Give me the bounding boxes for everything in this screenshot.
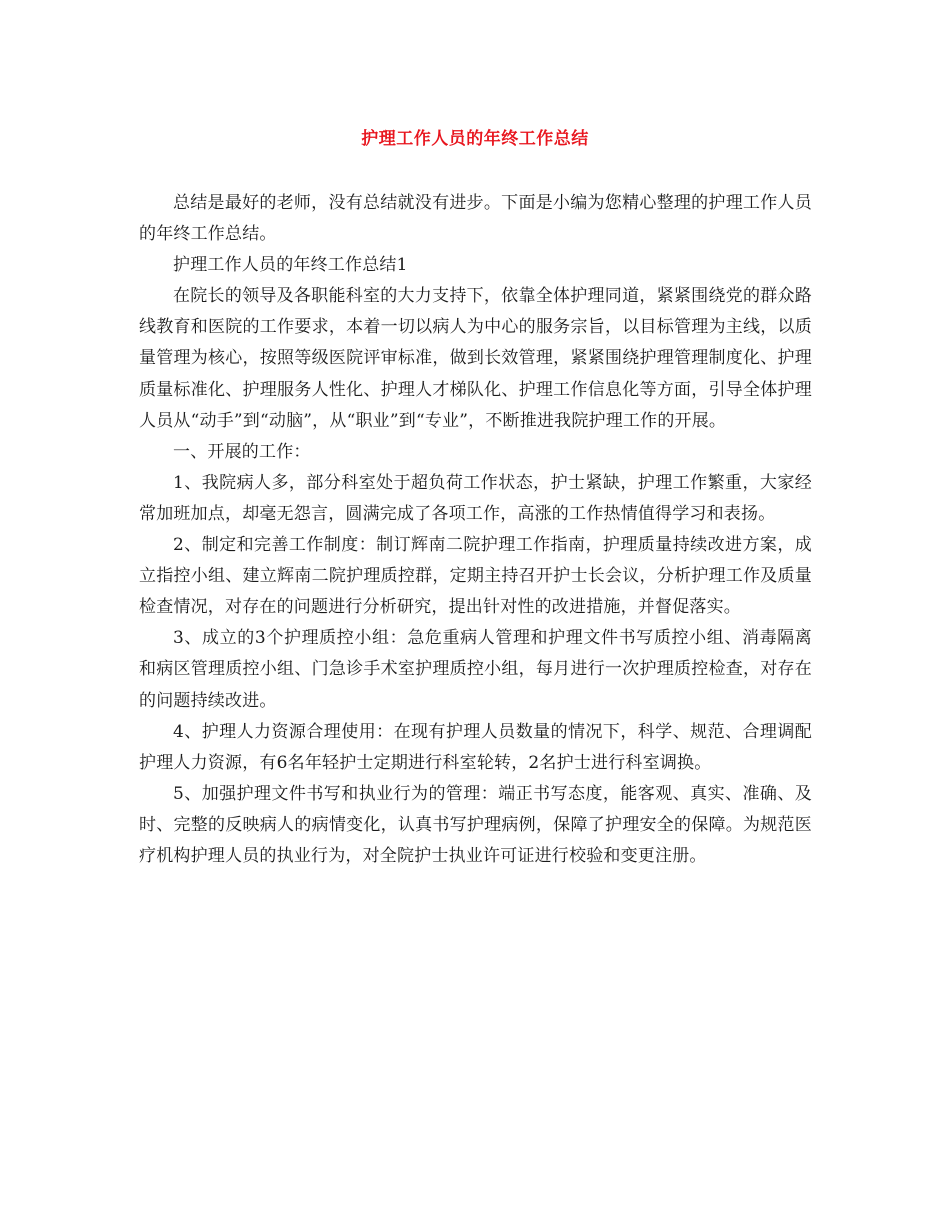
- paragraph-work-heading: 一、开展的工作：: [173, 441, 311, 462]
- paragraph-item-5: 5、加强护理文件书写和执业行为的管理：端正书写态度，能客观、真实、准确、及时、完整的反映病人的病情变化，认真书写护理病例，保障了护理安全的保障。为规范医疗机构护理人员的执业行为，对全院护士执业许可证进行校验和变更注册。: [139, 783, 812, 866]
- document-body: [139, 188, 812, 872]
- paragraph-overview: 在院长的领导及各职能科室的大力支持下，依靠全体护理同道，紧紧围绕党的群众路线教育和医院的工作要求，本着一切以病人为中心的服务宗旨，以目标管理为主线，以质量管理为核心，按照等级医院评审标准，做到长效管理，紧紧围绕护理管理制度化、护理质量标准化、护理服务人性化、护理人才梯队化、护理工作信息化等方面，引导全体护理人员从“动手”到“动脑”，从“职业”到“专业”，不断推进我院护理工作的开展。: [139, 286, 812, 431]
- paragraph-item-1: 1、我院病人多，部分科室处于超负荷工作状态，护士紧缺，护理工作繁重，大家经常加班加点，却毫无怨言，圆满完成了各项工作，高涨的工作热情值得学习和表扬。: [139, 472, 812, 524]
- paragraph-item-3: 3、成立的3个护理质控小组：急危重病人管理和护理文件书写质控小组、消毒隔离和病区管理质控小组、门急诊手术室护理质控小组，每月进行一次护理质控检查，对存在的问题持续改进。: [139, 628, 812, 711]
- paragraph-item-2: 2、制定和完善工作制度：制订辉南二院护理工作指南，护理质量持续改进方案，成立指控小组、建立辉南二院护理质控群，定期主持召开护士长会议，分析护理工作及质量检查情况，对存在的问题进行分析研究，提出针对性的改进措施，并督促落实。: [139, 535, 812, 618]
- paragraph-section-heading: 护理工作人员的年终工作总结1: [173, 255, 408, 276]
- paragraph-intro: 总结是最好的老师，没有总结就没有进步。下面是小编为您精心整理的护理工作人员的年终工作总结。: [139, 193, 812, 245]
- document-title: 护理工作人员的年终工作总结: [361, 129, 589, 149]
- paragraph-item-4: 4、护理人力资源合理使用：在现有护理人员数量的情况下，科学、规范、合理调配护理人力资源，有6名年轻护士定期进行科室轮转，2名护士进行科室调换。: [139, 721, 812, 773]
